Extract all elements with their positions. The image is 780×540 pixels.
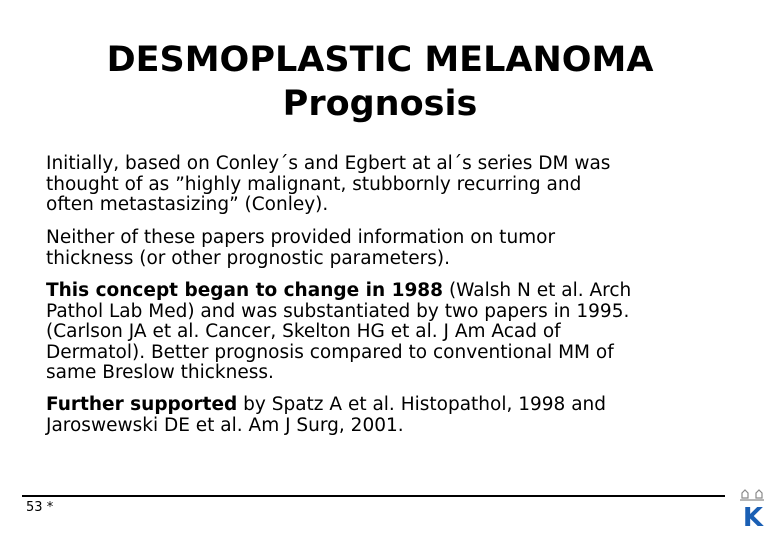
text-line: same Breslow thickness. xyxy=(46,362,274,383)
paragraph-further-support xyxy=(46,395,746,436)
text-line: Jaroswewski DE et al. Am J Surg, 2001. xyxy=(46,414,404,436)
footer-divider xyxy=(22,495,725,497)
logo-letter: K xyxy=(742,503,764,528)
title-line-2: Prognosis xyxy=(282,84,478,124)
institution-logo-icon xyxy=(738,488,768,528)
text-line: Initially, based on Conley´s and Egbert at al´s series DM was xyxy=(46,153,611,174)
text-line xyxy=(46,281,746,302)
paragraph-initial-view xyxy=(46,154,746,216)
slide-footer xyxy=(26,500,53,516)
paragraph-no-thickness-info xyxy=(46,228,746,269)
text-line: Dermatol). Better prognosis compared to conventional MM of xyxy=(46,341,614,363)
text-line: (Carlson JA et al. Cancer, Skelton HG et al. J Am Acad of xyxy=(46,321,561,342)
text-run: (Walsh N et al. Arch xyxy=(443,280,632,301)
bold-lead: Further supported xyxy=(46,394,238,415)
bold-lead: This concept began to change in 1988 xyxy=(46,280,444,301)
paragraph-concept-change xyxy=(46,281,746,384)
title-line-1: DESMOPLASTIC MELANOMA xyxy=(106,40,654,80)
text-line: thickness (or other prognostic parameters). xyxy=(46,247,450,269)
slide-title xyxy=(0,38,760,126)
text-line: thought of as ”highly malignant, stubbornly recurring and xyxy=(46,173,582,195)
text-run: by Spatz A et al. Histopathol, 1998 and xyxy=(237,394,606,415)
page-number: 53 xyxy=(26,500,43,515)
text-line: Neither of these papers provided information on tumor xyxy=(46,227,556,248)
text-line: Pathol Lab Med) and was substantiated by two papers in 1995. xyxy=(46,300,630,322)
footer-marker: * xyxy=(46,500,54,515)
text-line: often metastasizing” (Conley). xyxy=(46,194,329,215)
text-line xyxy=(46,395,746,416)
